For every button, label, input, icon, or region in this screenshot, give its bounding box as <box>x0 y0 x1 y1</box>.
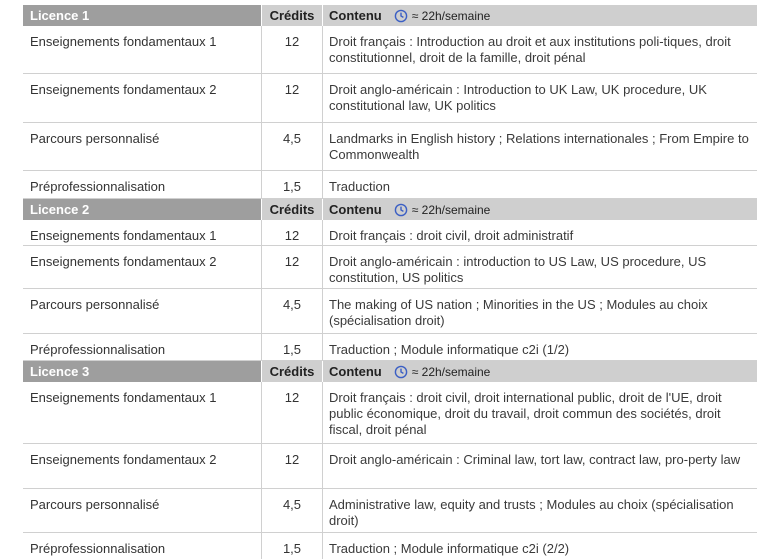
weekly-hours: ≈ 22h/semaine <box>411 9 491 23</box>
course-credits: 1,5 <box>261 533 323 559</box>
course-content: Droit français : droit civil, droit international public, droit de l'UE, droit public économique, droit du travail, droit commun des sociétés, droit fiscal, droit pénal <box>329 390 722 437</box>
table-row <box>23 246 757 289</box>
course-name: Parcours personnalisé <box>30 297 160 312</box>
course-content: Administrative law, equity and trusts ; Modules au choix (spécialisation droit) <box>329 497 734 528</box>
course-content: Traduction <box>329 179 390 194</box>
course-credits: 12 <box>261 246 323 288</box>
course-name: Parcours personnalisé <box>30 131 160 146</box>
course-content: Landmarks in English history ; Relations internationales ; From Empire to Commonwealth <box>329 131 749 162</box>
credits-header: Crédits <box>261 5 323 26</box>
table-row <box>23 26 757 74</box>
course-credits: 4,5 <box>261 289 323 333</box>
course-credits: 12 <box>261 220 323 245</box>
credits-header: Crédits <box>261 361 323 382</box>
course-credits: 1,5 <box>261 171 323 198</box>
table-row <box>23 334 757 361</box>
table-row <box>23 123 757 171</box>
weekly-hours: ≈ 22h/semaine <box>411 203 491 217</box>
course-name: Enseignements fondamentaux 2 <box>30 82 217 97</box>
course-content: Droit français : droit civil, droit administratif <box>329 228 574 243</box>
content-header-label: Contenu <box>329 8 382 23</box>
clock-icon <box>394 9 408 23</box>
content-header <box>323 199 757 220</box>
table-row <box>23 171 757 199</box>
section-title: Licence 2 <box>23 199 261 220</box>
clock-icon <box>394 365 408 379</box>
course-name: Parcours personnalisé <box>30 497 160 512</box>
section-header-licence-1 <box>23 5 757 26</box>
table-row <box>23 489 757 533</box>
table-row <box>23 382 757 444</box>
course-credits: 4,5 <box>261 489 323 532</box>
course-content: Traduction ; Module informatique c2i (2/2) <box>329 541 570 556</box>
course-name: Enseignements fondamentaux 1 <box>30 390 217 405</box>
table-row <box>23 289 757 334</box>
table-row <box>23 533 757 559</box>
course-name: Préprofessionnalisation <box>30 541 166 556</box>
course-content: Droit français : Introduction au droit et aux institutions poli-tiques, droit constitutionnel, droit de la famille, droit pénal <box>329 34 731 65</box>
course-content: Droit anglo-américain : introduction to US Law, US procedure, US constitution, US politics <box>329 254 707 285</box>
course-name: Enseignements fondamentaux 2 <box>30 254 217 269</box>
course-credits: 4,5 <box>261 123 323 170</box>
clock-icon <box>394 203 408 217</box>
course-credits: 12 <box>261 26 323 73</box>
table-row <box>23 74 757 123</box>
credits-header: Crédits <box>261 199 323 220</box>
course-name: Enseignements fondamentaux 1 <box>30 34 217 49</box>
section-title: Licence 3 <box>23 361 261 382</box>
content-header <box>323 5 757 26</box>
course-credits: 12 <box>261 382 323 443</box>
table-row <box>23 220 757 246</box>
course-credits: 12 <box>261 74 323 122</box>
course-content: Droit anglo-américain : Criminal law, tort law, contract law, pro-perty law <box>329 452 741 467</box>
section-header-licence-3 <box>23 361 757 382</box>
table-row <box>23 444 757 489</box>
curriculum-table <box>23 5 757 559</box>
course-name: Enseignements fondamentaux 2 <box>30 452 217 467</box>
section-title: Licence 1 <box>23 5 261 26</box>
course-name: Préprofessionnalisation <box>30 342 166 357</box>
course-content: The making of US nation ; Minorities in the US ; Modules au choix (spécialisation droit) <box>329 297 708 328</box>
section-header-licence-2 <box>23 199 757 220</box>
content-header-label: Contenu <box>329 202 382 217</box>
content-header <box>323 361 757 382</box>
course-credits: 12 <box>261 444 323 488</box>
content-header-label: Contenu <box>329 364 382 379</box>
course-name: Préprofessionnalisation <box>30 179 166 194</box>
weekly-hours: ≈ 22h/semaine <box>411 365 491 379</box>
course-content: Droit anglo-américain : Introduction to UK Law, UK procedure, UK constitutional law, UK politics <box>329 82 707 113</box>
course-credits: 1,5 <box>261 334 323 360</box>
course-content: Traduction ; Module informatique c2i (1/2) <box>329 342 570 357</box>
course-name: Enseignements fondamentaux 1 <box>30 228 217 243</box>
